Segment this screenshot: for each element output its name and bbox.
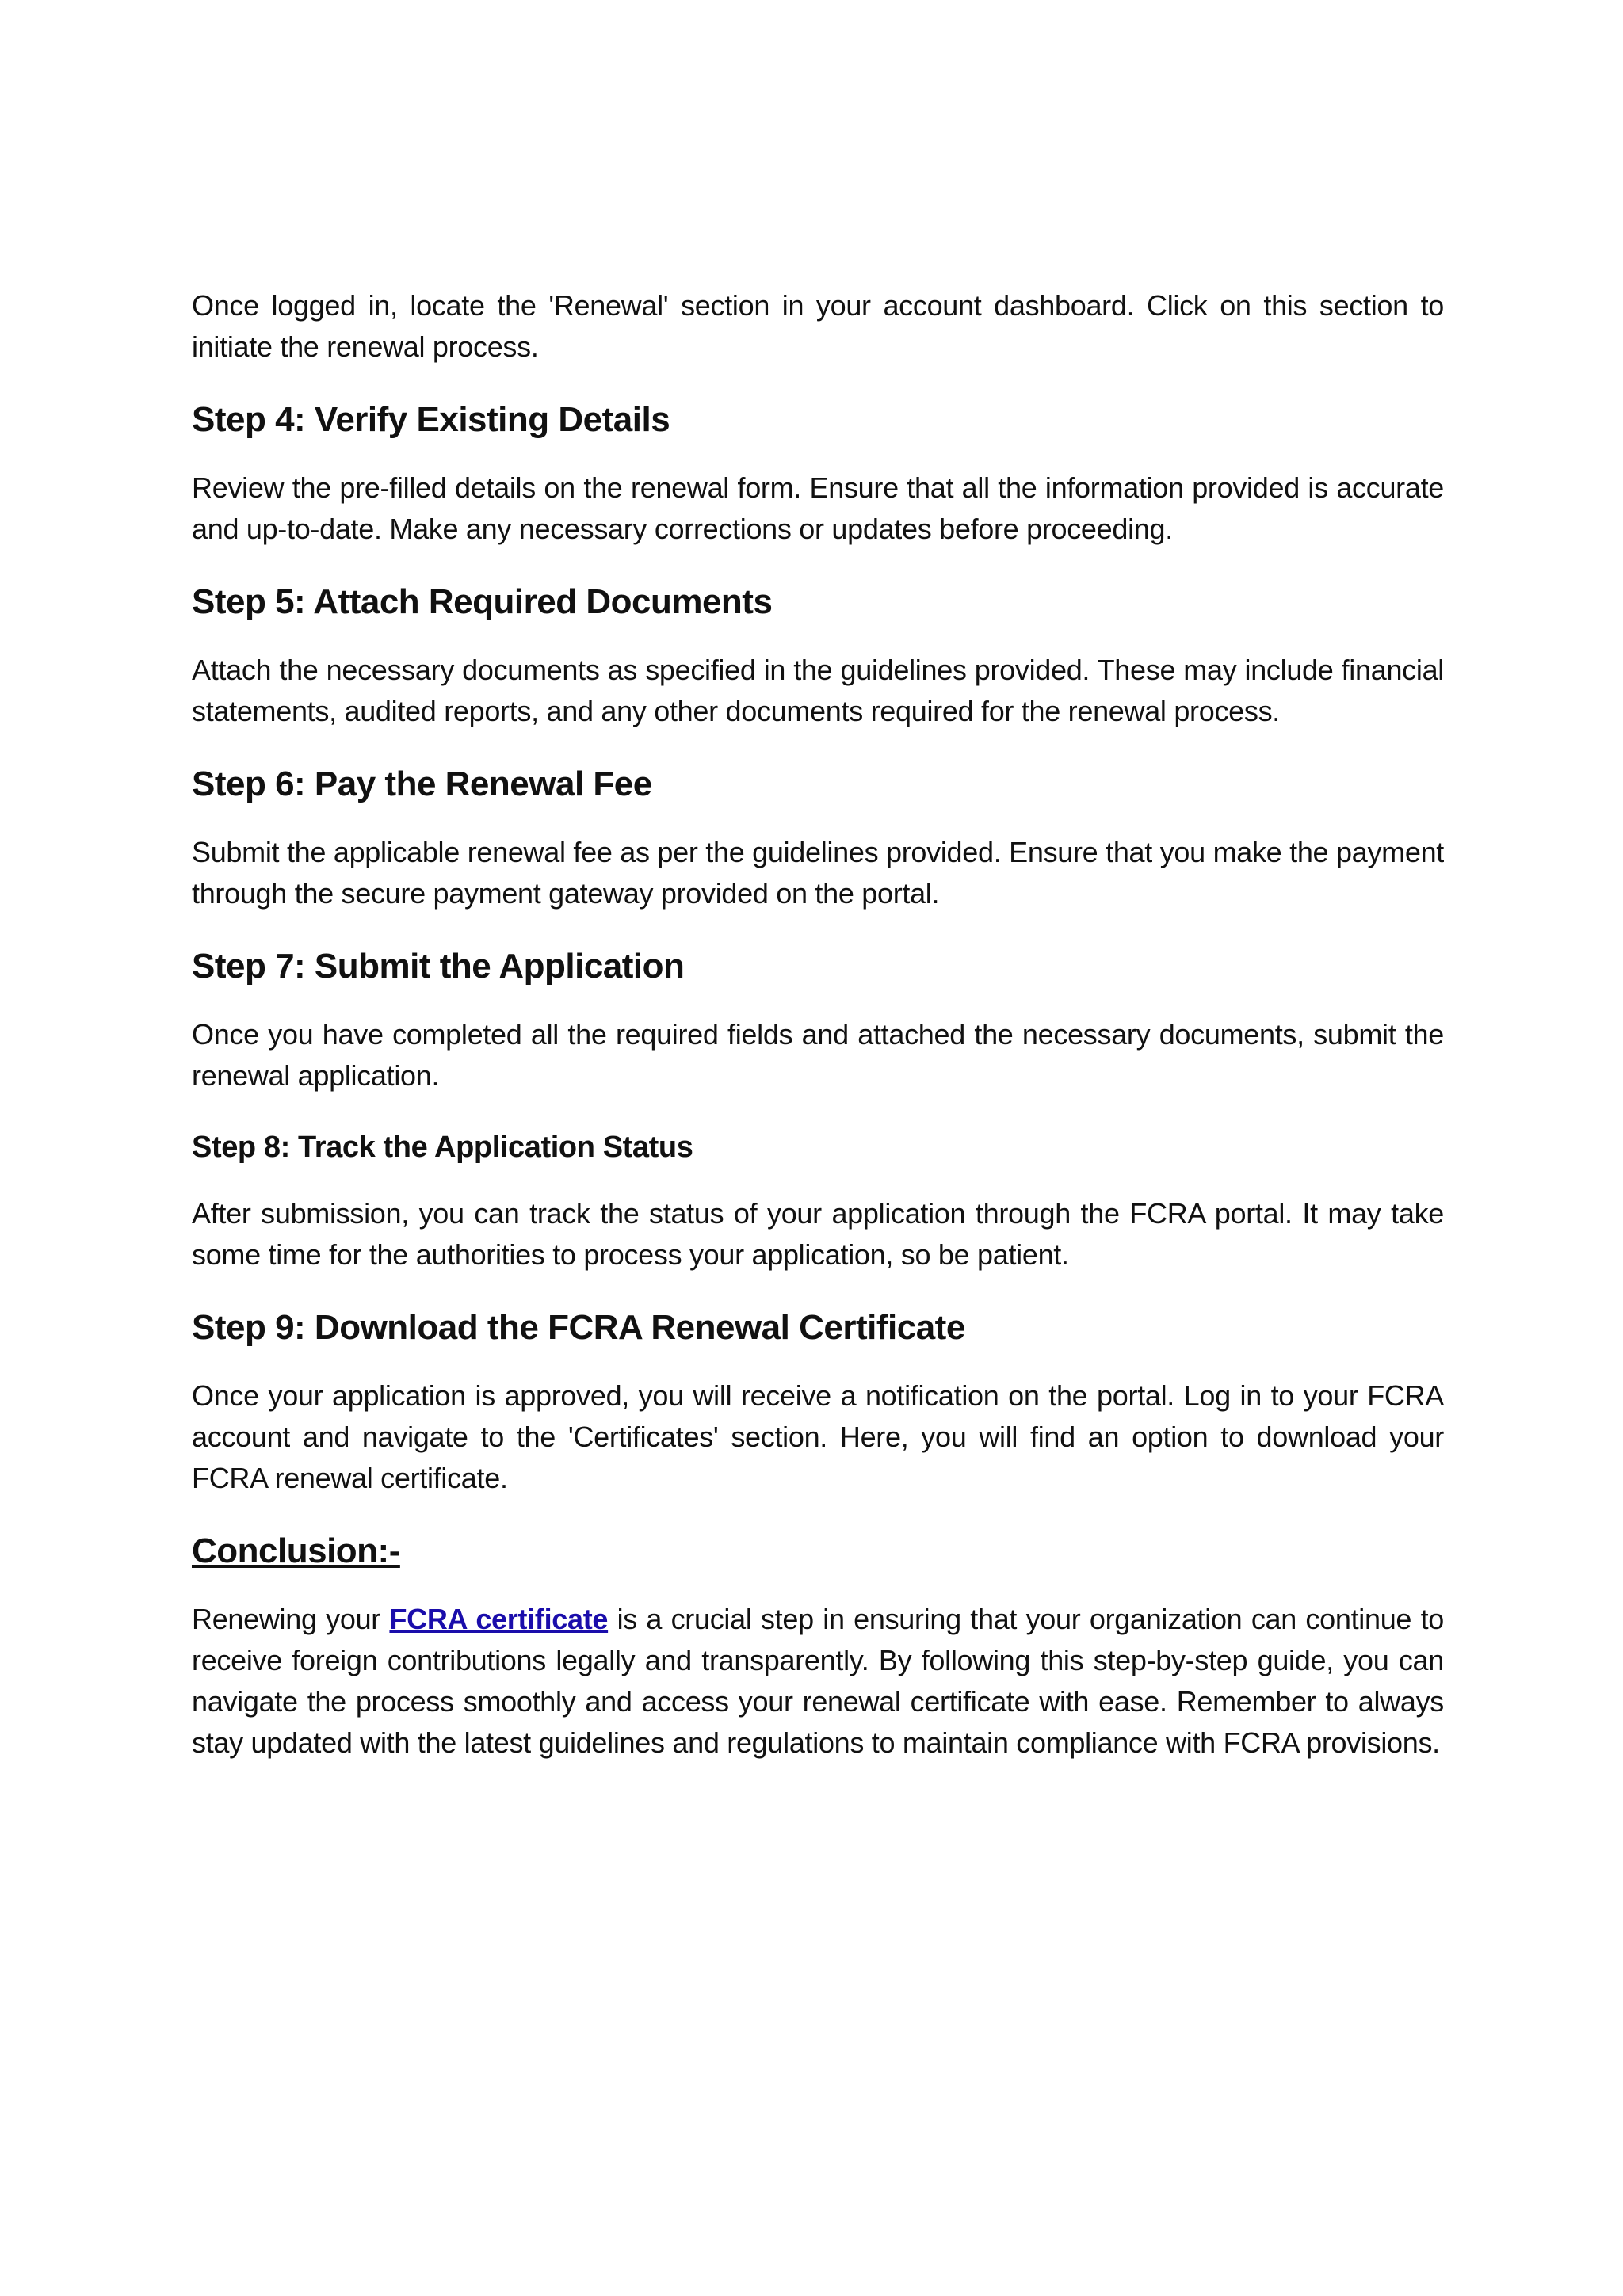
step-9-heading: Step 9: Download the FCRA Renewal Certificate	[192, 1308, 965, 1347]
step-4-heading: Step 4: Verify Existing Details	[192, 400, 670, 439]
step-7-heading: Step 7: Submit the Application	[192, 947, 685, 986]
step-5-heading: Step 5: Attach Required Documents	[192, 582, 773, 621]
intro-paragraph: Once logged in, locate the 'Renewal' section in your account dashboard. Click on this section to initiate the renewal process.	[192, 289, 1444, 363]
conclusion-text-after-link: is a crucial step in ensuring that your organization can continue to receive foreign contributions legally and transparently. By following this step-by-step guide, you can navigate the process smoothly and access your renewal certificate with ease. Remember to always stay updated with the latest guidelines and regulations to maintain compliance with FCRA provisions.	[192, 1603, 1445, 1759]
step-5-body: Attach the necessary documents as specified in the guidelines provided. These may include financial statements, audited reports, and any other documents required for the renewal process.	[192, 654, 1444, 727]
conclusion-heading: Conclusion:-	[192, 1531, 400, 1570]
step-4-body: Review the pre-filled details on the renewal form. Ensure that all the information provided is accurate and up-to-date. Make any necessary corrections or updates before proceeding.	[192, 471, 1444, 545]
step-8-body: After submission, you can track the status of your application through the FCRA portal. It may take some time for the authorities to process your application, so be patient.	[192, 1197, 1444, 1271]
step-8-heading: Step 8: Track the Application Status	[192, 1131, 693, 1164]
step-7-body: Once you have completed all the required fields and attached the necessary documents, submit the renewal application.	[192, 1018, 1444, 1092]
fcra-certificate-link[interactable]: FCRA certificate	[389, 1603, 609, 1635]
step-9-body: Once your application is approved, you will receive a notification on the portal. Log in to your FCRA account and navigate to the 'Certificates' section. Here, you will find an option to download your FCRA renewal certificate.	[192, 1379, 1444, 1494]
step-6-heading: Step 6: Pay the Renewal Fee	[192, 765, 652, 803]
conclusion-text-before-link: Renewing your	[192, 1603, 390, 1635]
step-6-body: Submit the applicable renewal fee as per the guidelines provided. Ensure that you make the payment through the secure payment gateway provided on the portal.	[192, 836, 1444, 910]
document-page	[192, 285, 1444, 1764]
conclusion-body	[192, 1599, 1444, 1764]
